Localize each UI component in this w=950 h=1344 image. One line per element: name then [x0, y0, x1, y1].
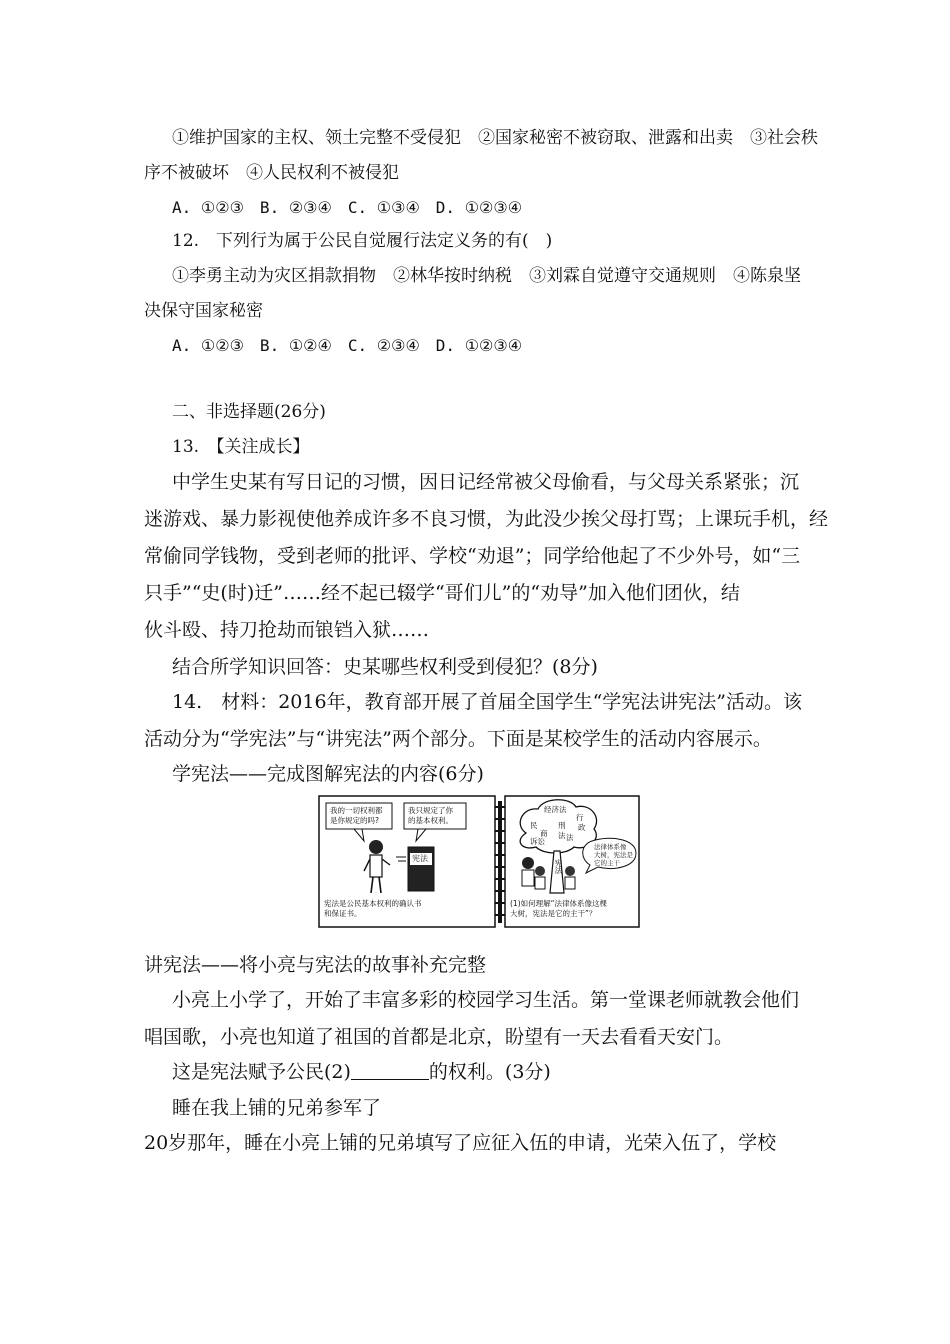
figure-tree-law-6: 法: [558, 831, 566, 840]
constitution-cartoon-figure: [318, 795, 640, 928]
q12-stem: 12. 下列行为属于公民自觉履行法定义务的有( ): [172, 231, 553, 251]
q11-items-line2: 序不被破坏 ④人民权利不被侵犯: [144, 163, 399, 183]
figure-tree-law-1: 经济法: [544, 805, 567, 814]
figure-caption-left: 宪法是公民基本权利的确认书 和保证书。: [324, 899, 422, 918]
figure-bubble-right-text: 我只规定了你 的基本权利。: [408, 806, 453, 825]
figure-tree-trunk-label: 宪法: [554, 859, 563, 874]
q14-para-line2: 活动分为“学宪法”与“讲宪法”两个部分。下面是某校学生的活动内容展示。: [144, 728, 772, 750]
q14-part1-title: 学宪法——完成图解宪法的内容(6分): [172, 763, 484, 785]
figure-tree-law-7: 民: [530, 821, 538, 830]
q14-blank-suffix: 的权利。(3分): [428, 1061, 551, 1083]
q14-story2-line1: 20岁那年，睡在小亮上铺的兄弟填写了应征入伍的申请，光荣入伍了，学校: [144, 1132, 777, 1154]
q13-question: 结合所学知识回答：史某哪些权利受到侵犯？(8分): [172, 656, 598, 678]
figure-tree-law-5: 刑: [558, 821, 566, 830]
q12-items-line2: 决保守国家秘密: [144, 301, 263, 321]
figure-book-label: 宪法: [412, 854, 428, 863]
figure-tree-law-8: 商: [540, 829, 548, 838]
figure-caption-right: (1)如何理解“法律体系像这棵 大树，宪法是它的主干”？: [510, 899, 608, 918]
q14-para-line1: 14. 材料：2016年，教育部开展了首届全国学生“学宪法讲宪法”活动。该: [172, 691, 802, 713]
q12-options: A. ①②③ B. ①②④ C. ②③④ D. ①②③④: [172, 336, 523, 355]
q11-items-line1: ①维护国家的主权、领土完整不受侵犯 ②国家秘密不被窃取、泄露和出卖 ③社会秩: [172, 128, 818, 148]
figure-tree-law-4: 法: [566, 833, 574, 842]
section2-title: 二、非选择题(26分): [172, 402, 326, 422]
q11-options: A. ①②③ B. ②③④ C. ①③④ D. ①②③④: [172, 198, 523, 217]
q14-story1-line1: 小亮上小学了，开始了丰富多彩的校园学习生活。第一堂课老师就教会他们: [172, 989, 800, 1011]
q13-para-line4: 只手”“史(时)迁”……经不起已辍学“哥们儿”的“劝导”加入他们团伙，结: [144, 582, 740, 604]
q14-part2-title: 讲宪法——将小亮与宪法的故事补充完整: [144, 954, 487, 976]
spiral-binding-icon: [495, 801, 505, 923]
q13-para-line2: 迷游戏、暴力影视使他养成许多不良习惯，为此没少挨父母打骂；上课玩手机，经: [144, 508, 829, 530]
q13-header: 13. 【关注成长】: [172, 437, 310, 457]
figure-tree-law-9: 诉讼: [530, 837, 545, 846]
figure-bubble-tree-text: 法律体系像 大树，宪法是 它的主干: [594, 843, 633, 867]
answer-blank[interactable]: [351, 1061, 429, 1080]
q14-story1-line2: 唱国歌，小亮也知道了祖国的首都是北京，盼望有一天去看看天安门。: [144, 1026, 734, 1048]
q12-items-line1: ①李勇主动为灾区捐款捐物 ②林华按时纳税 ③刘霖自觉遵守交通规则 ④陈泉坚: [172, 266, 801, 286]
q13-para-line1: 中学生史某有写日记的习惯，因日记经常被父母偷看，与父母关系紧张；沉: [172, 471, 800, 493]
figure-tree-law-3: 政: [578, 823, 586, 832]
figure-bubble-left-text: 我的一切权利都 是你规定的吗?: [330, 806, 383, 825]
q14-story2-title: 睡在我上铺的兄弟参军了: [172, 1097, 382, 1119]
q13-para-line3: 常偷同学钱物，受到老师的批评、学校“劝退”；同学给他起了不少外号，如“三: [144, 545, 801, 567]
figure-tree-law-2: 行: [576, 813, 584, 822]
q13-para-line5: 伙斗殴、持刀抢劫而锒铛入狱……: [144, 619, 430, 641]
q14-blank-sentence: [172, 1059, 551, 1085]
q14-blank-prefix: 这是宪法赋予公民(2): [172, 1061, 351, 1083]
